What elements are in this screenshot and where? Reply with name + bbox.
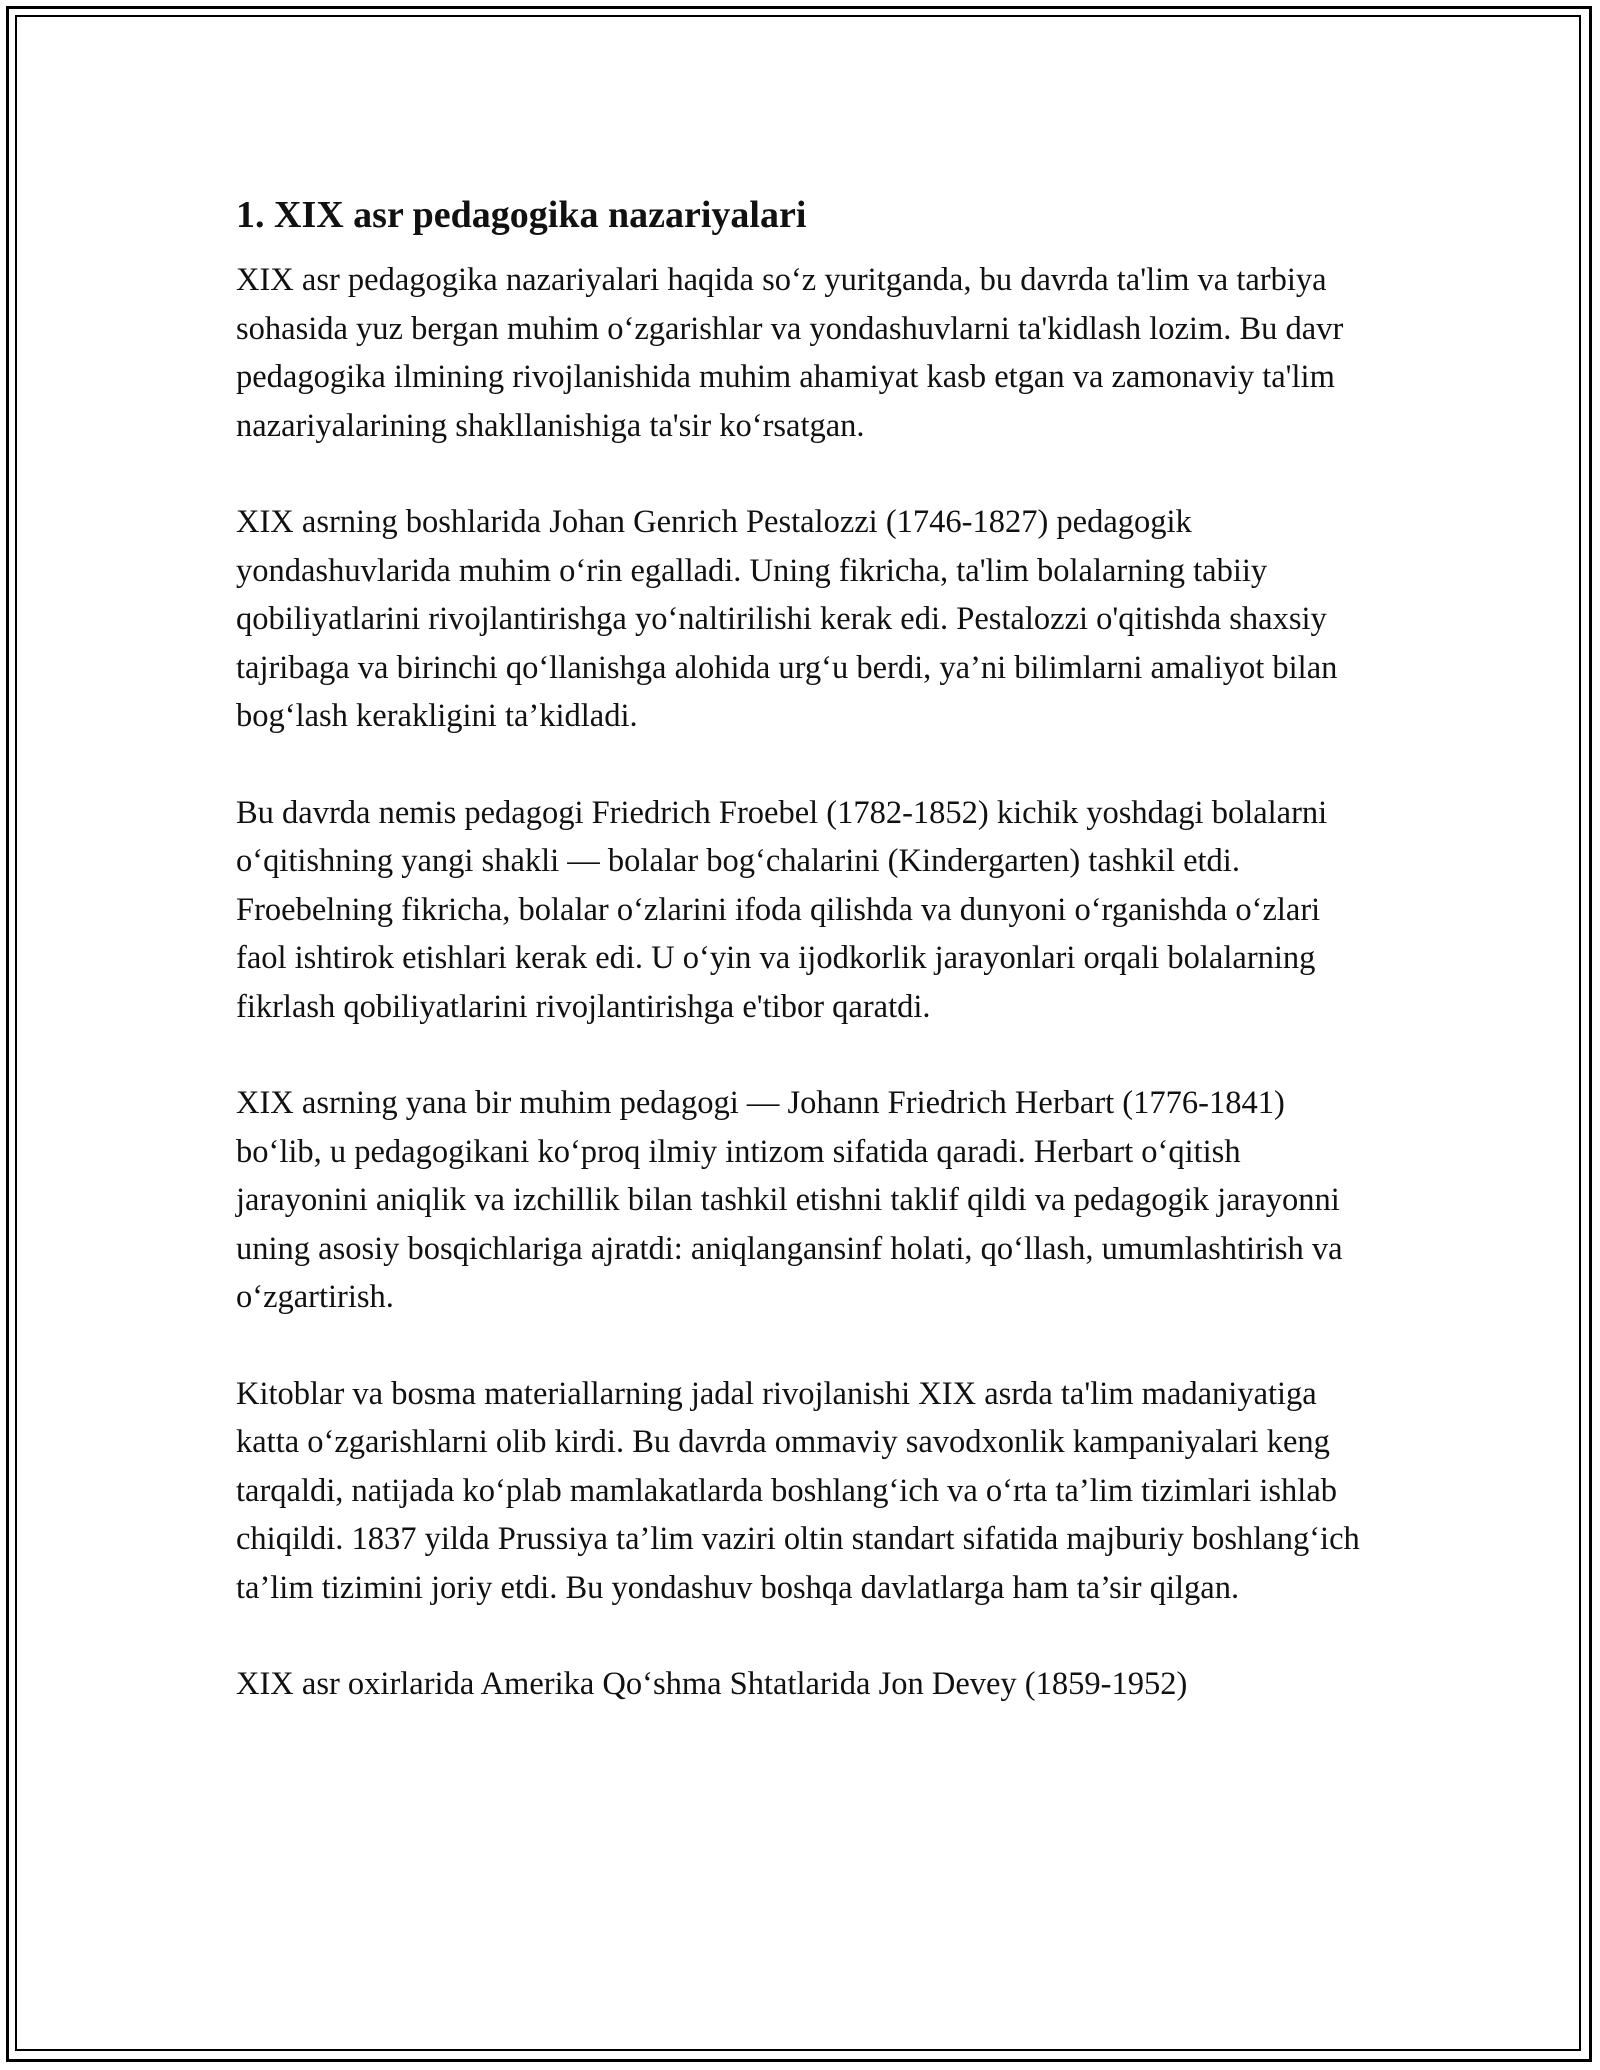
paragraph-devey: XIX asr oxirlarida Amerika Qo‘shma Shtatlarida Jon Devey (1859-1952) xyxy=(236,1666,1188,1702)
paragraph-herbart: XIX asrning yana bir muhim pedagogi — Johann Friedrich Herbart (1776-1841) bo‘lib, u pedagogikani ko‘proq ilmiy intizom sifatida qaradi. Herbart o‘qitish jarayonini aniqlik va izchillik bilan tashkil etishni taklif qildi va pedagogik jarayonni uning asosiy bosqichlariga ajratdi: aniqlangansinf holati, qo‘llash, umumlashtirish va o‘zgartirish. xyxy=(236,1085,1343,1315)
paragraph-pestalozzi: XIX asrning boshlarida Johan Genrich Pestalozzi (1746-1827) pedagogik yondashuvlarida muhim o‘rin egalladi. Uning fikricha, ta'lim bolalarning tabiiy qobiliyatlarini rivojlantirishga yo‘naltirilishi kerak edi. Pestalozzi o'qitishda shaxsiy tajribaga va birinchi qo‘llanishga alohida urg‘u berdi, ya’ni bilimlarni amaliyot bilan bog‘lash kerakligini ta’kidladi. xyxy=(236,504,1338,734)
paragraph-literacy: Kitoblar va bosma materiallarning jadal rivojlanishi XIX asrda ta'lim madaniyatiga katta o‘zgarishlarni olib kirdi. Bu davrda ommaviy savodxonlik kampaniyalari keng tarqaldi, natijada ko‘plab mamlakatlarda boshlang‘ich va o‘rta ta’lim tizimlari ishlab chiqildi. 1837 yilda Prussiya ta’lim vaziri oltin standart sifatida majburiy boshlang‘ich ta’lim tizimini joriy etdi. Bu yondashuv boshqa davlatlarga ham ta’sir qilgan. xyxy=(236,1375,1360,1606)
document-body xyxy=(236,186,1366,1757)
section-heading: 1. XIX asr pedagogika nazariyalari xyxy=(236,194,807,236)
paragraph-intro: XIX asr pedagogika nazariyalari haqida so‘z yuritganda, bu davrda ta'lim va tarbiya sohasida yuz bergan muhim o‘zgarishlar va yondashuvlarni ta'kidlash lozim. Bu davr pedagogika ilmining rivojlanishida muhim ahamiyat kasb etgan va zamonaviy ta'lim nazariyalarining shakllanishiga ta'sir ko‘rsatgan. xyxy=(236,262,1344,444)
paragraph-froebel: Bu davrda nemis pedagogi Friedrich Froebel (1782-1852) kichik yoshdagi bolalarni o‘qitishning yangi shakli — bolalar bog‘chalarini (Kindergarten) tashkil etdi. Froebelning fikricha, bolalar o‘zlarini ifoda qilishda va dunyoni o‘rganishda o‘zlari faol ishtirok etishlari kerak edi. U o‘yin va ijodkorlik jarayonlari orqali bolalarning fikrlash qobiliyatlarini rivojlantirishga e'tibor qaratdi. xyxy=(236,794,1328,1025)
